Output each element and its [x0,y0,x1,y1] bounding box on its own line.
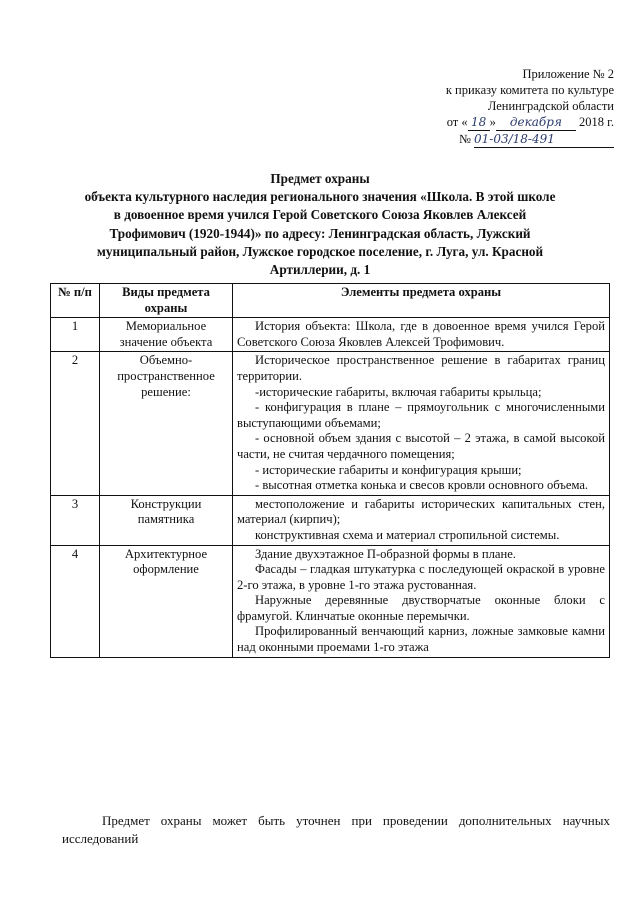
appendix-number-line [384,131,614,148]
row-elements [233,318,610,352]
row-elements [233,352,610,495]
appendix-date-line [384,114,614,131]
appendix-committee-line: Ленинградской области [487,99,614,113]
handwritten-day: 18 [468,114,490,131]
title-line: объекта культурного наследия регионального значения «Школа. В этой школе [84,189,556,205]
row-number: 2 [51,352,100,495]
row-type: Мемориальное значение объекта [100,318,233,352]
footer-note [62,812,610,848]
row-elements [233,545,610,657]
element-item: -исторические габариты, включая габариты крыльца; [255,384,542,399]
title-line: Предмет охраны [270,171,370,186]
table-row [51,318,610,352]
title-line: Артиллерии, д. 1 [269,262,371,278]
header-type: Виды предмета охраны [100,284,233,318]
element-item: - исторические габариты и конфигурация крыши; [255,462,522,477]
appendix-block [384,66,614,148]
appendix-order-line: к приказу комитета по культуре [445,83,614,97]
date-year: 2018 г. [579,115,614,129]
row-number: 4 [51,545,100,657]
element-item: конструктивная схема и материал стропильной системы. [255,527,560,542]
table-header-row [51,284,610,318]
row-type: Объемно-пространственное решение: [100,352,233,495]
handwritten-month: декабря [496,114,576,131]
row-elements [233,495,610,545]
element-item: - основной объем здания с высотой – 2 этажа, в самой высокой части, не считая чердачного помещения; [237,431,605,461]
protection-table [50,283,610,658]
header-number: № п/п [51,284,100,318]
row-type: Конструкции памятника [100,495,233,545]
row-number: 1 [51,318,100,352]
element-item: Историческое пространственное решение в габаритах границ территории. [237,353,605,383]
element-item: Фасады – гладкая штукатурка с последующей окраской в уровне 2-го этажа, в уровне 1-го этажа рустованная. [237,562,605,592]
appendix-label: Приложение № 2 [522,67,614,81]
header-elements: Элементы предмета охраны [233,284,610,318]
table-row [51,545,610,657]
element-item: - конфигурация в плане – прямоугольник с многочисленными выступающими объемами; [237,400,605,430]
element-item: Наружные деревянные двустворчатые оконные блоки с фрамугой. Клинчатые оконные перемычки. [237,593,605,623]
date-prefix: от « [446,115,468,129]
table-row [51,352,610,495]
title-line: в довоенное время учился Герой Советского Союза Яковлев Алексей [113,207,527,223]
element-item: История объекта: Школа, где в довоенное время учился Герой Советского Союза Яковлев Алексей Трофимович. [237,319,605,349]
element-item: Здание двухэтажное П-образной формы в плане. [255,546,516,561]
element-item: - высотная отметка конька и свесов кровли основного объема. [255,478,589,493]
table-row [51,495,610,545]
document-title [30,170,610,279]
footer-text: Предмет охраны может быть уточнен при проведении дополнительных научных исследований [62,813,610,846]
row-type: Архитектурное оформление [100,545,233,657]
handwritten-number: 01-03/18-491 [474,131,614,148]
title-line: Трофимович (1920-1944)» по адресу: Ленинградская область, Лужский [109,225,531,241]
element-item: местоположение и габариты исторических капитальных стен, материал (кирпич); [237,496,605,527]
element-item: Профилированный венчающий карниз, ложные замковые камни над оконными проемами 1-го этажа [237,624,605,655]
date-mid: » [489,115,496,129]
title-line: муниципальный район, Лужское городское поселение, г. Луга, ул. Красной [96,243,544,259]
row-number: 3 [51,495,100,545]
number-prefix: № [458,132,471,146]
